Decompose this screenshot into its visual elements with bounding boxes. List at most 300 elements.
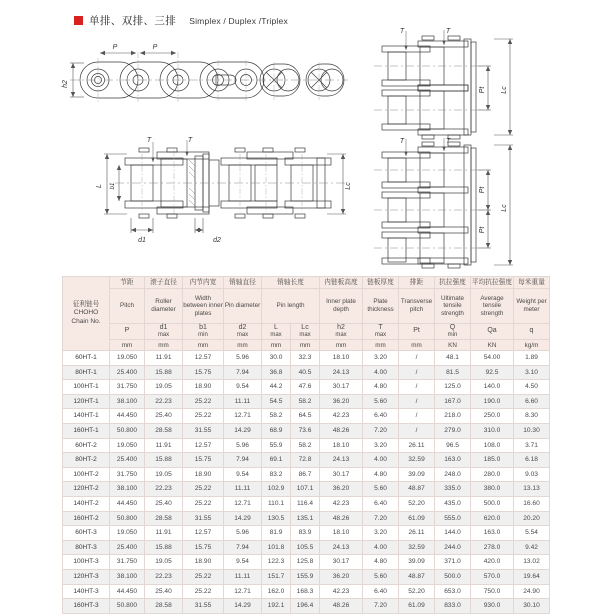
cell-plate-thickness: 3.20 (363, 438, 399, 453)
cell-average-tensile: 930.0 (471, 599, 514, 614)
cell-inner-width: 25.22 (183, 496, 224, 511)
cell-roller-diameter: 11.91 (145, 438, 183, 453)
cell-transverse-pitch: 48.87 (399, 569, 435, 584)
cell-inner-width: 15.75 (183, 365, 224, 380)
cell-average-tensile: 278.0 (471, 540, 514, 555)
cell-transverse-pitch: 26.11 (399, 438, 435, 453)
symbol-d1-text: d1 (159, 324, 168, 332)
cell-roller-diameter: 25.40 (145, 496, 183, 511)
unit-Q: KN (435, 340, 471, 351)
cell-roller-diameter: 15.88 (145, 453, 183, 468)
cell-plate-thickness: 4.80 (363, 467, 399, 482)
cell-inner-plate-depth: 36.20 (320, 482, 363, 497)
cell-pin-diameter: 11.11 (224, 569, 262, 584)
cell-ultimate-tensile: 125.0 (435, 380, 471, 395)
cell-pin-diameter: 7.94 (224, 453, 262, 468)
cell-transverse-pitch: / (399, 380, 435, 395)
header-cn-inner-plate-depth: 内链板高度 (320, 277, 363, 289)
cell-pin-diameter: 5.96 (224, 526, 262, 541)
cell-inner-plate-depth: 48.26 (320, 599, 363, 614)
cell-ultimate-tensile: 167.0 (435, 394, 471, 409)
cell-inner-plate-depth: 18.10 (320, 526, 363, 541)
cell-pitch: 44.450 (110, 496, 145, 511)
cell-plate-thickness: 4.80 (363, 380, 399, 395)
svg-text:Lc: Lc (501, 86, 508, 94)
cell-pin-length-Lc: 58.2 (291, 394, 320, 409)
diagram-area (0, 28, 600, 268)
cell-roller-diameter: 11.91 (145, 351, 183, 366)
cell-pin-length-L: 130.5 (262, 511, 291, 526)
cell-plate-thickness: 6.40 (363, 584, 399, 599)
cell-average-tensile: 92.5 (471, 365, 514, 380)
cell-weight: 8.30 (514, 409, 550, 424)
cell-chain-no: 100HT-1 (63, 380, 110, 395)
symbol-Q (435, 324, 471, 340)
cell-plate-thickness: 4.00 (363, 453, 399, 468)
symbol-Qa-text: Qa (487, 327, 497, 335)
svg-text:T: T (187, 137, 193, 144)
cell-plate-thickness: 7.20 (363, 599, 399, 614)
cell-weight: 6.60 (514, 394, 550, 409)
cell-inner-width: 31.55 (183, 511, 224, 526)
cell-pitch: 38.100 (110, 394, 145, 409)
table-row (63, 365, 550, 380)
cell-chain-no: 80HT-3 (63, 540, 110, 555)
table-row (63, 555, 550, 570)
cell-inner-width: 18.90 (183, 555, 224, 570)
title-bullet-icon (74, 16, 83, 25)
cell-chain-no: 100HT-2 (63, 467, 110, 482)
cell-roller-diameter: 15.88 (145, 540, 183, 555)
title-english: Simplex / Duplex /Triplex (189, 15, 288, 26)
cell-inner-plate-depth: 30.17 (320, 380, 363, 395)
symbol-d2 (224, 324, 262, 340)
symbol-Pt-text: Pt (413, 327, 420, 335)
symbol-T-qual: max (374, 332, 387, 339)
cell-roller-diameter: 15.88 (145, 365, 183, 380)
header-row-chinese (63, 277, 550, 289)
cell-inner-width: 25.22 (183, 482, 224, 497)
symbol-b1 (183, 324, 224, 340)
cell-pin-length-Lc: 47.6 (291, 380, 320, 395)
header-cn-weight: 每米重量 (514, 277, 550, 289)
cell-pin-length-L: 192.1 (262, 599, 291, 614)
cell-transverse-pitch: 39.09 (399, 555, 435, 570)
cell-pin-length-Lc: 58.2 (291, 438, 320, 453)
cell-roller-diameter: 28.58 (145, 423, 183, 438)
cell-chain-no: 80HT-2 (63, 453, 110, 468)
cell-ultimate-tensile: 335.0 (435, 482, 471, 497)
cell-pin-length-Lc: 155.9 (291, 569, 320, 584)
symbol-L-qual: max (270, 332, 282, 339)
cell-roller-diameter: 11.91 (145, 526, 183, 541)
cell-average-tensile: 570.0 (471, 569, 514, 584)
cell-weight: 30.10 (514, 599, 550, 614)
cell-weight: 3.10 (514, 365, 550, 380)
cell-ultimate-tensile: 371.0 (435, 555, 471, 570)
simplex-chain-side-view (60, 38, 350, 123)
symbol-L (262, 324, 291, 340)
cell-weight: 4.50 (514, 380, 550, 395)
svg-text:T: T (399, 138, 405, 145)
symbol-L-text: L (274, 324, 278, 332)
cell-pitch: 25.400 (110, 365, 145, 380)
cell-pin-length-Lc: 125.8 (291, 555, 320, 570)
table-row (63, 482, 550, 497)
header-row-symbols (63, 324, 550, 340)
cell-pin-length-L: 162.0 (262, 584, 291, 599)
header-cn-ultimate-tensile: 抗拉强度 (435, 277, 471, 289)
symbol-p (110, 324, 145, 340)
cell-pin-length-Lc: 135.1 (291, 511, 320, 526)
symbol-b1-text: b1 (199, 324, 207, 332)
cell-ultimate-tensile: 244.0 (435, 540, 471, 555)
cell-weight: 5.54 (514, 526, 550, 541)
cell-inner-plate-depth: 30.17 (320, 467, 363, 482)
cell-ultimate-tensile: 96.5 (435, 438, 471, 453)
cell-transverse-pitch: / (399, 351, 435, 366)
header-en-pin-length: Pin length (262, 289, 320, 324)
unit-d2: mm (224, 340, 262, 351)
cell-ultimate-tensile: 833.0 (435, 599, 471, 614)
specification-table (62, 276, 550, 614)
cell-pin-length-Lc: 196.4 (291, 599, 320, 614)
symbol-T-text: T (378, 324, 383, 332)
cell-chain-no: 120HT-1 (63, 394, 110, 409)
header-cn-plate-thickness: 链板厚度 (363, 277, 399, 289)
header-en-pin-diameter: Pin diameter (224, 289, 262, 324)
table-row (63, 511, 550, 526)
cell-pin-length-Lc: 107.1 (291, 482, 320, 497)
table-row (63, 394, 550, 409)
table-row (63, 467, 550, 482)
cell-weight: 9.03 (514, 467, 550, 482)
header-en-inner-plate-depth: Inner plate depth (320, 289, 363, 324)
symbol-d1-qual: max (157, 332, 170, 339)
cell-pin-length-L: 58.2 (262, 409, 291, 424)
cell-weight: 3.71 (514, 438, 550, 453)
cell-ultimate-tensile: 48.1 (435, 351, 471, 366)
simplex-chain-section-view (95, 138, 355, 248)
cell-plate-thickness: 4.00 (363, 540, 399, 555)
header-row-english (63, 289, 550, 324)
table-row (63, 438, 550, 453)
cell-pin-length-L: 151.7 (262, 569, 291, 584)
cell-roller-diameter: 19.05 (145, 467, 183, 482)
cell-transverse-pitch: 61.09 (399, 511, 435, 526)
symbol-Qa (471, 324, 514, 340)
cell-pin-length-L: 30.0 (262, 351, 291, 366)
cell-transverse-pitch: / (399, 394, 435, 409)
cell-pin-diameter: 11.11 (224, 482, 262, 497)
header-en-ultimate-tensile: Ultimate tensile strength (435, 289, 471, 324)
cell-pitch: 44.450 (110, 584, 145, 599)
cell-pitch: 19.050 (110, 351, 145, 366)
symbol-q (514, 324, 550, 340)
cell-inner-width: 18.90 (183, 467, 224, 482)
cell-inner-plate-depth: 42.23 (320, 496, 363, 511)
table-row (63, 453, 550, 468)
cell-average-tensile: 140.0 (471, 380, 514, 395)
duplex-chain-section-view (360, 28, 550, 146)
table-row (63, 599, 550, 614)
cell-weight: 13.02 (514, 555, 550, 570)
cell-average-tensile: 310.0 (471, 423, 514, 438)
cell-roller-diameter: 22.23 (145, 482, 183, 497)
unit-b1: mm (183, 340, 224, 351)
unit-Pt: mm (399, 340, 435, 351)
svg-text:Lc: Lc (501, 204, 508, 212)
header-en-plate-thickness: Plate thickness (363, 289, 399, 324)
cell-inner-plate-depth: 42.23 (320, 409, 363, 424)
cell-pin-length-Lc: 83.9 (291, 526, 320, 541)
symbol-T (363, 324, 399, 340)
symbol-b1-qual: min (198, 332, 208, 339)
cell-weight: 20.20 (514, 511, 550, 526)
table-row (63, 351, 550, 366)
table-row (63, 496, 550, 511)
cell-pin-length-L: 110.1 (262, 496, 291, 511)
cell-inner-width: 25.22 (183, 394, 224, 409)
symbol-h2 (320, 324, 363, 340)
cell-inner-plate-depth: 42.23 (320, 584, 363, 599)
cell-pin-diameter: 7.94 (224, 540, 262, 555)
cell-average-tensile: 620.0 (471, 511, 514, 526)
cell-inner-width: 12.57 (183, 351, 224, 366)
cell-pin-diameter: 14.29 (224, 423, 262, 438)
cell-pitch: 50.800 (110, 599, 145, 614)
symbol-Q-qual: min (447, 332, 458, 339)
cell-chain-no: 160HT-1 (63, 423, 110, 438)
cell-average-tensile: 420.0 (471, 555, 514, 570)
symbol-d2-text: d2 (238, 324, 247, 332)
cell-roller-diameter: 19.05 (145, 380, 183, 395)
table-header (63, 277, 550, 351)
cell-average-tensile: 163.0 (471, 526, 514, 541)
cell-pin-length-L: 102.9 (262, 482, 291, 497)
cell-inner-width: 18.90 (183, 380, 224, 395)
cell-inner-plate-depth: 48.26 (320, 423, 363, 438)
page-title (74, 13, 288, 28)
symbol-Lc-qual: max (299, 332, 311, 339)
cell-pin-length-Lc: 168.3 (291, 584, 320, 599)
header-en-inner-width: Width between inner plates (183, 289, 224, 324)
cell-pitch: 38.100 (110, 569, 145, 584)
svg-text:L: L (96, 184, 103, 188)
cell-weight: 13.13 (514, 482, 550, 497)
cell-weight: 1.89 (514, 351, 550, 366)
cell-chain-no: 100HT-3 (63, 555, 110, 570)
cell-roller-diameter: 28.58 (145, 599, 183, 614)
cell-average-tensile: 190.0 (471, 394, 514, 409)
table-row (63, 569, 550, 584)
cell-roller-diameter: 28.58 (145, 511, 183, 526)
chain-no-en2: Chain No. (71, 317, 101, 325)
cell-inner-plate-depth: 36.20 (320, 394, 363, 409)
cell-transverse-pitch: 39.09 (399, 467, 435, 482)
cell-inner-plate-depth: 30.17 (320, 555, 363, 570)
header-en-transverse-pitch: Transverse pitch (399, 289, 435, 324)
cell-ultimate-tensile: 218.0 (435, 409, 471, 424)
cell-average-tensile: 250.0 (471, 409, 514, 424)
cell-chain-no: 140HT-2 (63, 496, 110, 511)
cell-inner-plate-depth: 24.13 (320, 540, 363, 555)
cell-plate-thickness: 6.40 (363, 496, 399, 511)
cell-pin-length-Lc: 105.5 (291, 540, 320, 555)
cell-transverse-pitch: / (399, 365, 435, 380)
cell-chain-no: 80HT-1 (63, 365, 110, 380)
cell-inner-width: 25.22 (183, 569, 224, 584)
cell-inner-width: 15.75 (183, 453, 224, 468)
symbol-h2-qual: max (335, 332, 347, 339)
symbol-p-text: P (124, 327, 130, 335)
cell-transverse-pitch: 32.59 (399, 453, 435, 468)
cell-roller-diameter: 25.40 (145, 409, 183, 424)
cell-plate-thickness: 6.40 (363, 409, 399, 424)
cell-inner-plate-depth: 48.26 (320, 511, 363, 526)
chain-no-cn: 征利链号 (72, 300, 100, 308)
header-en-roller-diameter: Roller diameter (145, 289, 183, 324)
symbol-Pt (399, 324, 435, 340)
cell-pin-length-L: 54.5 (262, 394, 291, 409)
unit-Lc: mm (291, 340, 320, 351)
symbol-q-text: q (529, 327, 534, 335)
cell-pitch: 50.800 (110, 423, 145, 438)
triplex-chain-section-view (360, 140, 550, 268)
svg-text:Pt: Pt (479, 86, 486, 94)
cell-transverse-pitch: / (399, 409, 435, 424)
table-row (63, 526, 550, 541)
svg-text:T: T (445, 28, 451, 35)
cell-ultimate-tensile: 144.0 (435, 526, 471, 541)
cell-plate-thickness: 4.80 (363, 555, 399, 570)
cell-transverse-pitch: / (399, 423, 435, 438)
symbol-Lc-text: Lc (301, 324, 309, 332)
cell-pitch: 44.450 (110, 409, 145, 424)
cell-pin-length-Lc: 40.5 (291, 365, 320, 380)
header-cn-transverse-pitch: 排距 (399, 277, 435, 289)
cell-pin-length-Lc: 116.4 (291, 496, 320, 511)
header-cn-pin-diameter: 销轴直径 (224, 277, 262, 289)
symbol-h2-text: h2 (337, 324, 345, 332)
cell-ultimate-tensile: 555.0 (435, 511, 471, 526)
cell-weight: 24.90 (514, 584, 550, 599)
cell-pitch: 31.750 (110, 467, 145, 482)
cell-roller-diameter: 22.23 (145, 394, 183, 409)
cell-pin-diameter: 7.94 (224, 365, 262, 380)
cell-average-tensile: 108.0 (471, 438, 514, 453)
cell-average-tensile: 500.0 (471, 496, 514, 511)
cell-pin-length-Lc: 64.5 (291, 409, 320, 424)
cell-inner-width: 31.55 (183, 599, 224, 614)
cell-pin-diameter: 14.29 (224, 511, 262, 526)
unit-L: mm (262, 340, 291, 351)
cell-transverse-pitch: 52.20 (399, 584, 435, 599)
cell-pin-length-Lc: 86.7 (291, 467, 320, 482)
svg-text:h2: h2 (62, 80, 69, 88)
cell-pin-diameter: 12.71 (224, 496, 262, 511)
cell-roller-diameter: 19.05 (145, 555, 183, 570)
cell-chain-no: 60HT-2 (63, 438, 110, 453)
svg-text:P: P (112, 44, 118, 51)
cell-pin-diameter: 9.54 (224, 467, 262, 482)
header-cn-pitch: 节距 (110, 277, 145, 289)
unit-Qa: KN (471, 340, 514, 351)
cell-pin-length-Lc: 73.6 (291, 423, 320, 438)
cell-pin-diameter: 9.54 (224, 380, 262, 395)
cell-pin-diameter: 11.11 (224, 394, 262, 409)
svg-text:Pt: Pt (479, 226, 486, 234)
cell-inner-plate-depth: 18.10 (320, 351, 363, 366)
cell-inner-plate-depth: 36.20 (320, 569, 363, 584)
specification-table-wrapper (62, 276, 547, 614)
svg-text:d2: d2 (213, 237, 221, 244)
svg-text:d1: d1 (138, 237, 146, 244)
svg-text:T: T (445, 138, 451, 145)
cell-ultimate-tensile: 435.0 (435, 496, 471, 511)
cell-pin-length-Lc: 32.3 (291, 351, 320, 366)
header-cn-pin-length: 销轴长度 (262, 277, 320, 289)
cell-pin-diameter: 5.96 (224, 351, 262, 366)
cell-pin-diameter: 5.96 (224, 438, 262, 453)
cell-pin-length-L: 68.9 (262, 423, 291, 438)
header-en-pitch: Pitch (110, 289, 145, 324)
cell-chain-no: 120HT-3 (63, 569, 110, 584)
cell-chain-no: 140HT-3 (63, 584, 110, 599)
cell-transverse-pitch: 61.09 (399, 599, 435, 614)
cell-plate-thickness: 5.60 (363, 569, 399, 584)
symbol-Lc (291, 324, 320, 340)
svg-text:b1: b1 (110, 182, 116, 190)
cell-pin-diameter: 14.29 (224, 599, 262, 614)
cell-average-tensile: 380.0 (471, 482, 514, 497)
cell-inner-width: 25.22 (183, 584, 224, 599)
title-chinese: 单排、双排、三排 (89, 15, 177, 27)
svg-text:T: T (146, 137, 152, 144)
cell-weight: 6.18 (514, 453, 550, 468)
cell-weight: 16.60 (514, 496, 550, 511)
cell-chain-no: 160HT-3 (63, 599, 110, 614)
cell-roller-diameter: 25.40 (145, 584, 183, 599)
cell-pin-length-L: 44.2 (262, 380, 291, 395)
cell-pitch: 38.100 (110, 482, 145, 497)
cell-ultimate-tensile: 653.0 (435, 584, 471, 599)
cell-pin-length-L: 122.3 (262, 555, 291, 570)
header-cn-inner-width: 内节内宽 (183, 277, 224, 289)
table-row (63, 380, 550, 395)
cell-plate-thickness: 5.60 (363, 482, 399, 497)
header-cn-roller-diameter: 滚子直径 (145, 277, 183, 289)
cell-average-tensile: 280.0 (471, 467, 514, 482)
cell-inner-width: 12.57 (183, 438, 224, 453)
cell-pitch: 25.400 (110, 453, 145, 468)
cell-inner-width: 12.57 (183, 526, 224, 541)
header-chain-no (63, 277, 110, 351)
cell-transverse-pitch: 48.87 (399, 482, 435, 497)
cell-pitch: 19.050 (110, 438, 145, 453)
cell-inner-plate-depth: 24.13 (320, 365, 363, 380)
cell-chain-no: 140HT-1 (63, 409, 110, 424)
cell-pin-length-L: 69.1 (262, 453, 291, 468)
svg-text:T: T (399, 28, 405, 35)
cell-pin-length-L: 81.9 (262, 526, 291, 541)
svg-text:Lc: Lc (345, 182, 352, 190)
cell-plate-thickness: 3.20 (363, 351, 399, 366)
cell-plate-thickness: 4.00 (363, 365, 399, 380)
table-row (63, 409, 550, 424)
header-en-weight: Weight per meter (514, 289, 550, 324)
cell-chain-no: 60HT-1 (63, 351, 110, 366)
